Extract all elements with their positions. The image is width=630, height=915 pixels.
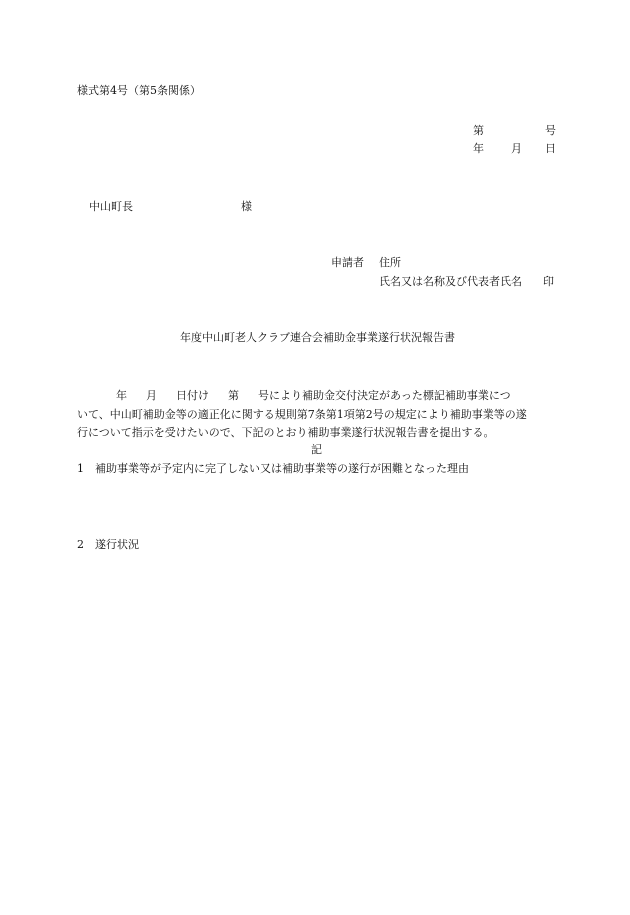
applicant-name-label: 氏名又は名称及び代表者氏名 [379,275,522,288]
date-day: 日 [545,142,556,155]
body-line-2: いて、中山町補助金等の適正化に関する規則第7条第1項第2号の規定により補助事業等の遂 [77,407,527,421]
body-num-prefix: 第 [228,389,239,402]
body-line-1 [77,387,557,406]
applicant-address-label: 住所 [379,256,401,269]
seal-mark: 印 [543,275,554,288]
item-1 [77,462,469,476]
item-1-number: 1 [77,462,84,475]
document-title: 年度中山町老人クラブ連合会補助金事業遂行状況報告書 [180,331,455,344]
body-day: 日付け [176,389,209,402]
item-2-text: 遂行状況 [95,538,139,551]
form-number: 様式第4号（第5条関係） [77,84,201,97]
body-year: 年 [116,389,127,402]
body-month: 月 [146,389,157,402]
item-2 [77,538,139,552]
item-1-text: 補助事業等が予定内に完了しない又は補助事業等の遂行が困難となった理由 [95,462,469,475]
addressee-honorific: 様 [241,200,252,213]
addressee-name: 中山町長 [89,200,133,213]
addressee [89,200,252,214]
doc-number-prefix: 第 [473,124,484,137]
item-2-number: 2 [77,538,84,551]
ki-heading: 記 [311,443,322,456]
body-paragraph [77,387,557,443]
body-line-3: 行について指示を受けたいので、下記のとおり補助事業遂行状況報告書を提出する。 [77,426,495,439]
date-month: 月 [511,142,522,155]
body-line1-rest: 号により補助金交付決定があった標記補助事業につ [258,389,511,402]
date-year: 年 [473,142,484,155]
applicant-label: 申請者 [331,256,364,269]
doc-number-suffix: 号 [545,124,556,137]
